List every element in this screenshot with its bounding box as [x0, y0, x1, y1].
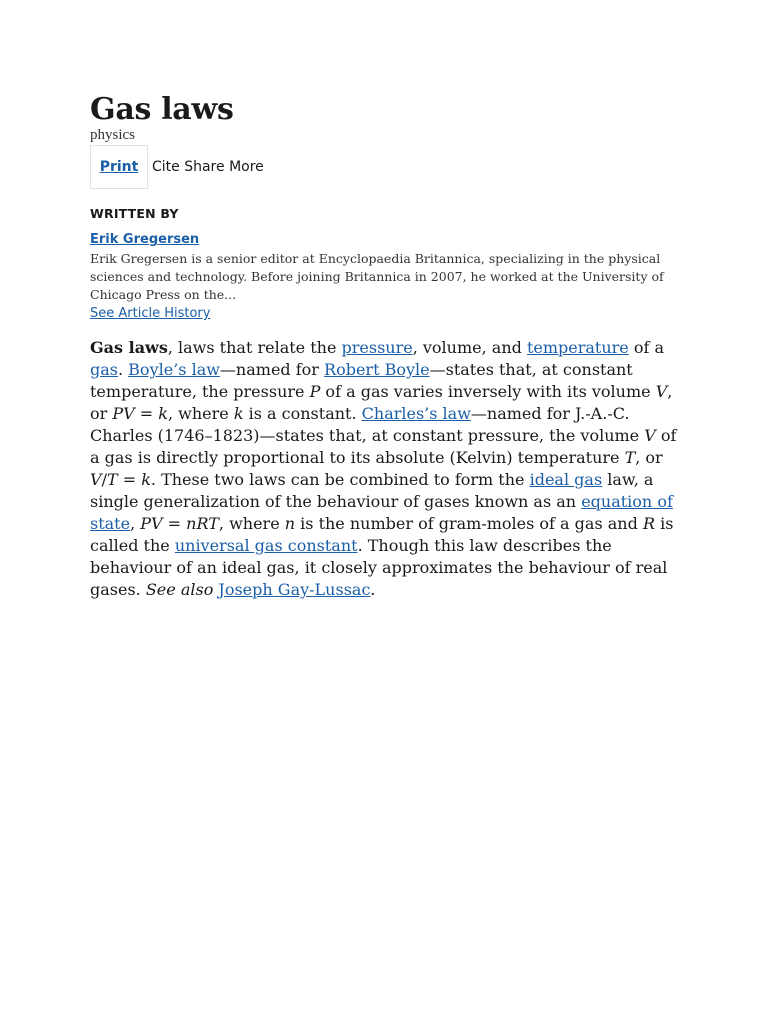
variable-k: k [141, 470, 151, 489]
body-text: . These two laws can be combined to form the [150, 470, 530, 489]
written-by-label: WRITTEN BY [90, 206, 179, 221]
variable-v: V [655, 382, 668, 401]
body-text: , laws that relate the [167, 338, 342, 357]
body-text: , [130, 514, 141, 533]
page-title: Gas laws [90, 92, 234, 127]
body-text: of a gas is directly proportional to its absolute (Kelvin) temperature [90, 426, 677, 467]
variable-n: n [284, 514, 296, 533]
body-text: —named for [219, 360, 325, 379]
print-button[interactable]: Print [90, 145, 148, 189]
body-text: is the number of gram-moles of a gas and [295, 514, 643, 533]
article-container [90, 92, 690, 617]
body-text: = [117, 470, 142, 489]
article-history-link[interactable]: See Article History [90, 306, 211, 321]
body-text: —states that, at constant temperature, the pressure [90, 360, 633, 401]
variable-p: P [309, 382, 321, 401]
body-text: , where [167, 404, 234, 423]
variable-k: k [158, 404, 168, 423]
variable-r: R [642, 514, 655, 533]
link-universal-gas-constant[interactable]: universal gas constant [174, 536, 358, 555]
body-text: , where [218, 514, 285, 533]
variable-k: k [233, 404, 244, 423]
variable-t: T [624, 448, 636, 467]
body-text: of a [628, 338, 665, 357]
variable-v: V [644, 426, 656, 445]
see-also-label: See also [145, 580, 214, 599]
body-text: of a gas varies inversely with its volume [320, 382, 656, 401]
body-text: , or [90, 382, 673, 423]
variable-pv: PV [112, 404, 135, 423]
article-toolbar [90, 144, 690, 190]
body-text: is called the [90, 514, 674, 555]
cite-share-more-links[interactable]: Cite Share More [152, 159, 264, 175]
author-bio: Erik Gregersen is a senior editor at Encyclopaedia Britannica, specializing in the physical sciences and technology. Before joining Britannica in 2007, he worked at the University of Chicago Press on the... [90, 251, 664, 302]
body-text: / [101, 470, 107, 489]
link-pressure[interactable]: pressure [341, 338, 413, 357]
body-text: . [370, 580, 376, 599]
body-text: = [134, 404, 159, 423]
variable-v: V [90, 470, 102, 489]
body-text: —named for J.-A.-C. Charles (1746–1823)—states that, at constant pressure, the volume [90, 404, 645, 445]
link-boyles-law[interactable]: Boyle’s law [128, 360, 220, 379]
link-temperature[interactable]: temperature [526, 338, 629, 357]
link-charles-law[interactable]: Charles’s law [361, 404, 471, 423]
link-equation-of-state[interactable]: equation of state [90, 492, 673, 533]
link-joseph-gay-lussac[interactable]: Joseph Gay-Lussac [218, 580, 371, 599]
article-body [90, 337, 682, 601]
body-text: , volume, and [412, 338, 527, 357]
author-link[interactable]: Erik Gregersen [90, 232, 200, 247]
variable-nrt: nRT [186, 514, 219, 533]
body-text: law, a single generalization of the behaviour of gases known as an [90, 470, 654, 511]
body-text: . [118, 360, 129, 379]
variable-t: T [106, 470, 118, 489]
body-text: , or [635, 448, 663, 467]
body-text: . Though this law describes the behaviour of an ideal gas, it closely approximates the behaviour of real gases. [90, 536, 668, 599]
link-gas[interactable]: gas [90, 360, 118, 379]
body-text: = [162, 514, 187, 533]
link-ideal-gas[interactable]: ideal gas [529, 470, 603, 489]
body-text: is a constant. [243, 404, 362, 423]
link-robert-boyle[interactable]: Robert Boyle [324, 360, 430, 379]
article-subtitle: physics [90, 127, 135, 143]
variable-pv: PV [140, 514, 163, 533]
lead-term: Gas laws [90, 338, 168, 357]
